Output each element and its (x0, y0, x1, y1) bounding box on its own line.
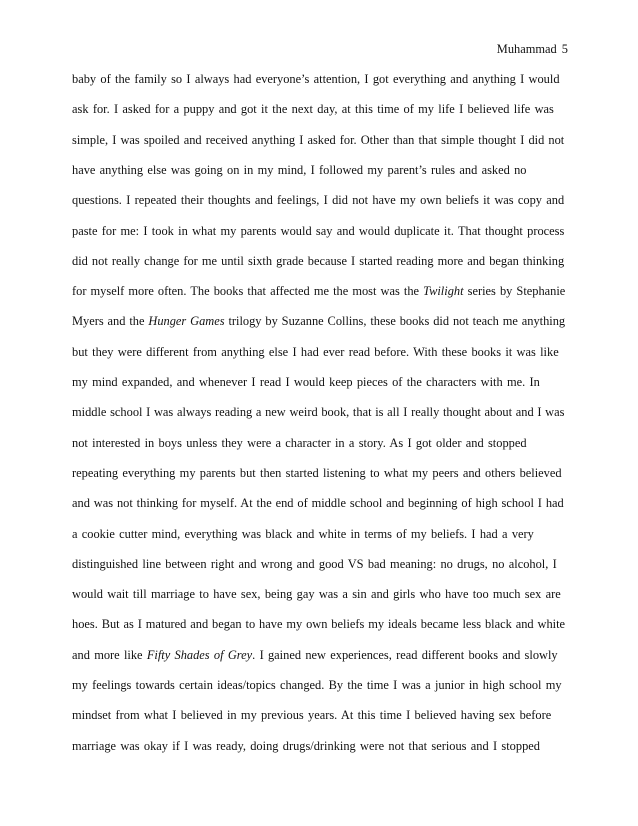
text-run: my mind expanded, and whenever I read I would keep pieces of the characters with me. In (72, 375, 540, 389)
body-line (72, 103, 554, 115)
text-run: repeating everything my parents but then started listening to what my peers and others believed (72, 465, 562, 480)
text-run: trilogy by Suzanne Collins, these books did not teach me anything (224, 314, 566, 329)
italic-title: Twilight (423, 284, 464, 299)
body-line (72, 437, 527, 449)
text-run: would wait till marriage to have sex, being gay was a sin and girls who have too much sex are (72, 587, 561, 602)
body-line (72, 588, 561, 600)
body-line (72, 497, 564, 509)
body-line (72, 709, 551, 721)
body-line (72, 346, 559, 358)
body-line (72, 285, 565, 297)
header-author: Muhammad (496, 42, 557, 56)
text-run: for myself more often. The books that affected me the most was the (72, 284, 424, 299)
body-line (72, 164, 527, 176)
text-run: simple, I was spoiled and received anything I asked for. Other than that simple thought I did not (72, 132, 565, 147)
body-line (72, 528, 534, 540)
text-run: not interested in boys unless they were a character in a story. As I got older and stopped (72, 435, 527, 450)
body-line (72, 649, 558, 661)
running-header (497, 42, 568, 57)
body-line (72, 134, 564, 146)
body-line (72, 558, 557, 570)
body-line (72, 740, 540, 752)
text-run: but they were different from anything else I had ever read before. With these books it was like (72, 344, 559, 359)
body-line (72, 255, 564, 267)
text-run: Myers and the (72, 314, 149, 329)
text-run: series by Stephanie (463, 284, 566, 299)
text-run: paste for me: I took in what my parents would say and would duplicate it. That thought process (72, 223, 565, 238)
text-run: my feelings towards certain ideas/topics changed. By the time I was a junior in high school my (72, 678, 562, 692)
text-run: questions. I repeated their thoughts and feelings, I did not have my own beliefs it was copy and (72, 193, 565, 208)
text-run: and more like (72, 647, 147, 662)
header-page-number: 5 (561, 42, 568, 56)
body-line (72, 679, 562, 691)
text-run: distinguished line between right and wrong and good VS bad meaning: no drugs, no alcohol, I (72, 556, 557, 571)
italic-title: Hunger Games (148, 314, 225, 329)
text-run: and was not thinking for myself. At the end of middle school and beginning of high school I had (72, 496, 564, 511)
body-line (72, 467, 562, 479)
body-line (72, 618, 565, 630)
body-line (72, 194, 564, 206)
body-line (72, 406, 564, 418)
text-run: mindset from what I believed in my previous years. At this time I believed having sex before (72, 708, 552, 723)
text-run: ask for. I asked for a puppy and got it the next day, at this time of my life I believed life was (72, 102, 554, 117)
body-line (72, 73, 560, 85)
italic-title: Fifty Shades of Grey (146, 647, 253, 662)
text-run: marriage was okay if I was ready, doing drugs/drinking were not that serious and I stopped (72, 738, 540, 753)
body-line (72, 225, 564, 237)
text-run: baby of the family so I always had everyone’s attention, I got everything and anything I would (72, 72, 560, 86)
body-line (72, 315, 565, 327)
text-run: hoes. But as I matured and began to have my own beliefs my ideals became less black and white (72, 617, 566, 632)
text-run: did not really change for me until sixth grade because I started reading more and began thinking (72, 253, 565, 268)
text-run: . I gained new experiences, read different books and slowly (252, 647, 558, 662)
text-run: a cookie cutter mind, everything was black and white in terms of my beliefs. I had a very (72, 526, 534, 541)
text-run: middle school I was always reading a new weird book, that is all I really thought about and I was (72, 405, 565, 420)
body-line (72, 376, 540, 388)
text-run: have anything else was going on in my mind, I followed my parent’s rules and asked no (72, 162, 527, 177)
